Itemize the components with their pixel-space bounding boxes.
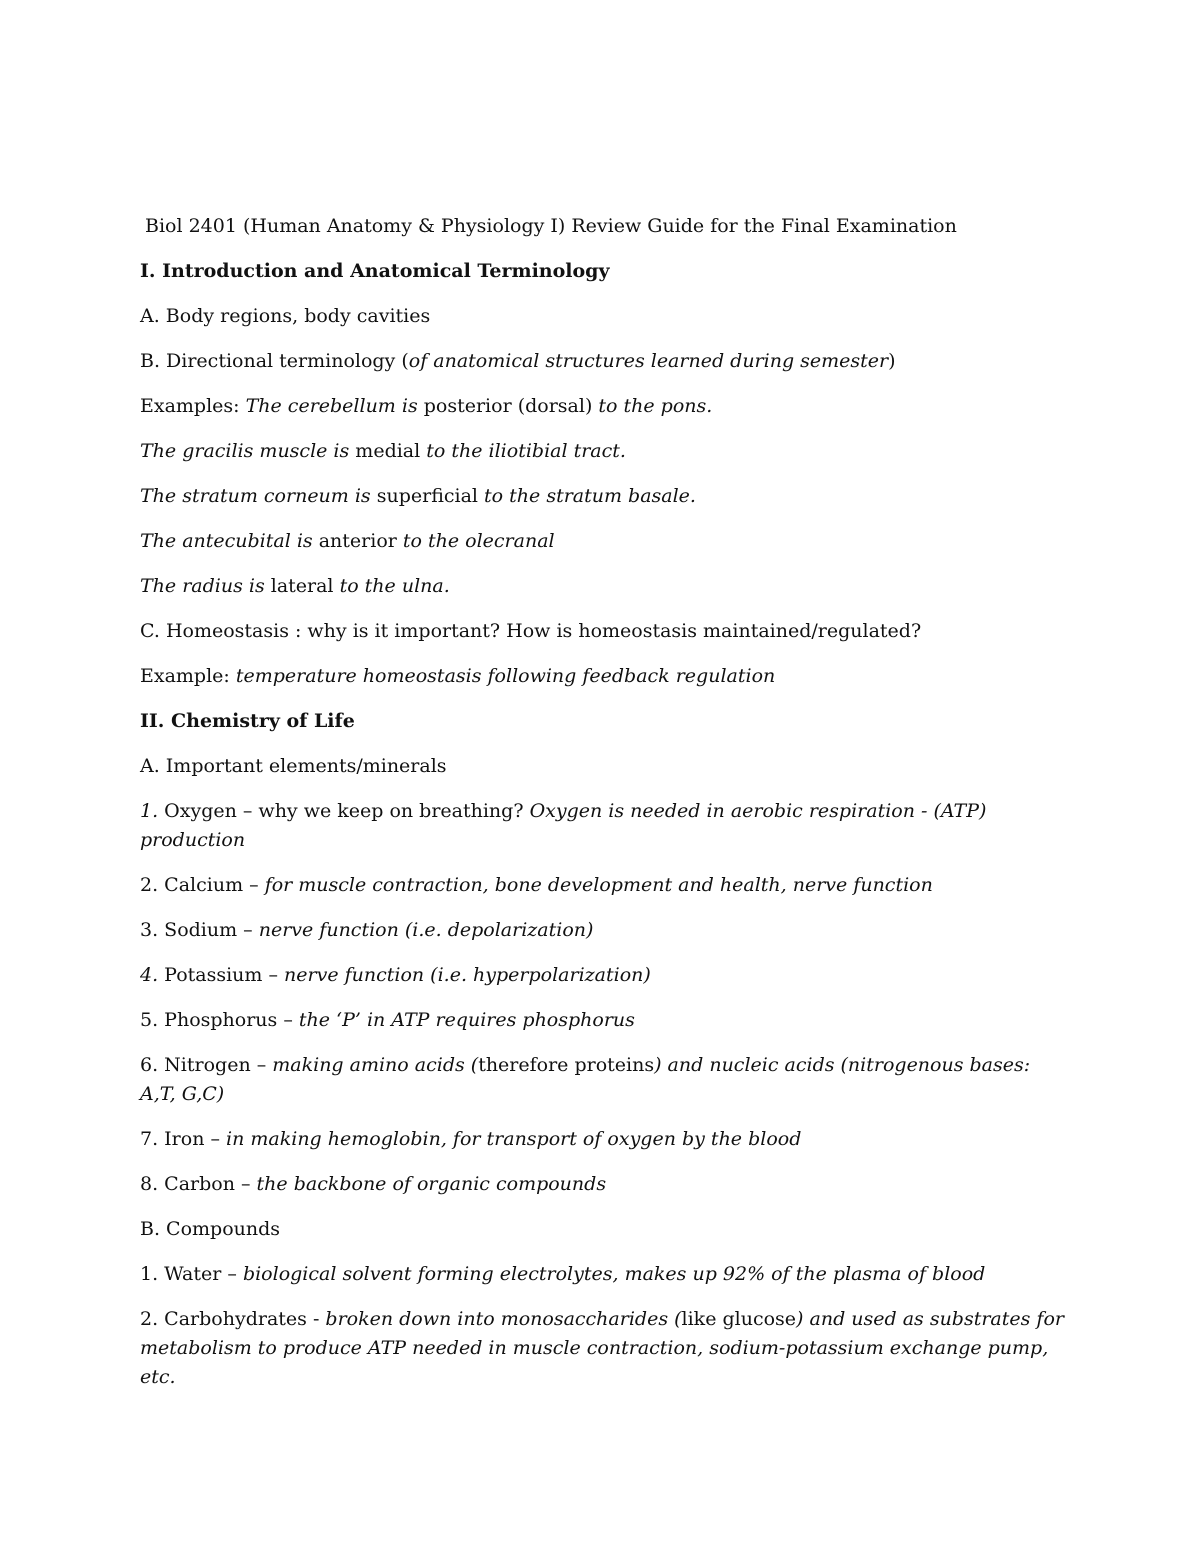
element-name: Oxygen – why we keep on breathing? — [158, 800, 530, 822]
element-item-potassium — [140, 961, 1070, 990]
element-desc-mid: therefore proteins — [478, 1054, 655, 1076]
item-directional-italic: of anatomical structures learned during semester — [408, 350, 889, 372]
compound-desc-tail: ) and used as substrates for metabolism to produce ATP needed in muscle contraction, sodium-potassium exchange pump, etc. — [140, 1308, 1064, 1388]
element-number: 1. — [140, 800, 159, 822]
element-name: Potassium – — [158, 964, 285, 986]
example-lead: Examples: — [140, 395, 246, 417]
element-number: 4. — [140, 964, 159, 986]
element-desc: making amino acids ( — [272, 1054, 479, 1076]
example-term: medial — [349, 440, 427, 462]
example-object: to the ulna. — [339, 575, 450, 597]
element-number: 2. — [140, 874, 159, 896]
compound-name: Carbohydrates - — [158, 1308, 326, 1330]
example-subject: The antecubital is — [140, 530, 313, 552]
example-line — [140, 527, 1070, 556]
example-subject: The stratum corneum is — [140, 485, 371, 507]
example-term: anterior — [312, 530, 403, 552]
element-name: Calcium – — [158, 874, 265, 896]
element-desc: nerve function (i.e. depolarization) — [258, 919, 594, 941]
element-number: 5. — [140, 1009, 159, 1031]
example-line — [140, 392, 1070, 421]
document-title: Biol 2401 (Human Anatomy & Physiology I) Review Guide for the Final Examination — [145, 215, 957, 237]
compound-desc: biological solvent forming electrolytes, makes up 92% of the plasma of blood — [242, 1263, 986, 1285]
example-subject: The cerebellum is — [245, 395, 418, 417]
element-item-phosphorus — [140, 1006, 1070, 1035]
item-body-regions: A. Body regions, body cavities — [140, 305, 431, 327]
example-lead: Example: — [140, 665, 236, 687]
example-object: to the olecranal — [402, 530, 555, 552]
element-desc-tail: ) and nucleic acids (nitrogenous bases: A,T, G,C) — [140, 1054, 1031, 1105]
compound-desc-mid: like glucose — [681, 1308, 797, 1330]
compound-name: Water – — [158, 1263, 243, 1285]
document-body — [140, 212, 1070, 1408]
example-homeostasis — [140, 662, 1070, 691]
example-object: to the stratum basale. — [484, 485, 696, 507]
compound-number: 1. — [140, 1263, 159, 1285]
element-item-sodium — [140, 916, 1070, 945]
example-subject: The gracilis muscle is — [140, 440, 350, 462]
element-item-oxygen — [140, 797, 1070, 855]
section-heading-introduction: I. Introduction and Anatomical Terminology — [140, 260, 610, 282]
element-number: 3. — [140, 919, 159, 941]
element-number: 8. — [140, 1173, 159, 1195]
element-desc: for muscle contraction, bone development and health, nerve function — [264, 874, 933, 896]
element-number: 7. — [140, 1128, 159, 1150]
example-italic: temperature homeostasis following feedback regulation — [235, 665, 776, 687]
element-item-iron — [140, 1125, 1070, 1154]
element-item-nitrogen — [140, 1051, 1070, 1109]
compound-item-water — [140, 1260, 1070, 1289]
example-object: to the iliotibial tract. — [426, 440, 626, 462]
example-term: posterior (dorsal) — [417, 395, 599, 417]
element-name: Phosphorus – — [158, 1009, 299, 1031]
element-desc: the backbone of organic compounds — [256, 1173, 607, 1195]
item-important-elements: A. Important elements/minerals — [140, 755, 447, 777]
example-line — [140, 572, 1070, 601]
example-object: to the pons. — [598, 395, 713, 417]
item-compounds: B. Compounds — [140, 1218, 281, 1240]
example-subject: The radius is — [140, 575, 265, 597]
element-desc: Oxygen is needed in aerobic respiration - (ATP) production — [140, 800, 987, 851]
example-term: lateral — [264, 575, 340, 597]
item-directional-prefix: B. Directional terminology ( — [140, 350, 409, 372]
element-item-calcium — [140, 871, 1070, 900]
section-heading-chemistry: II. Chemistry of Life — [140, 710, 355, 732]
element-name: Carbon – — [158, 1173, 257, 1195]
item-directional-suffix: ) — [888, 350, 896, 372]
element-desc: the ‘P’ in ATP requires phosphorus — [298, 1009, 635, 1031]
element-desc: in making hemoglobin, for transport of oxygen by the blood — [226, 1128, 802, 1150]
element-name: Nitrogen – — [158, 1054, 273, 1076]
compound-item-carbohydrates — [140, 1305, 1070, 1392]
item-directional-terminology — [140, 347, 1070, 376]
example-line — [140, 437, 1070, 466]
element-item-carbon — [140, 1170, 1070, 1199]
element-number: 6. — [140, 1054, 159, 1076]
compound-number: 2. — [140, 1308, 159, 1330]
example-line — [140, 482, 1070, 511]
compound-desc: broken down into monosaccharides ( — [325, 1308, 682, 1330]
example-term: superficial — [370, 485, 485, 507]
element-desc: nerve function (i.e. hyperpolarization) — [284, 964, 651, 986]
element-name: Sodium – — [158, 919, 259, 941]
item-homeostasis: C. Homeostasis : why is it important? How is homeostasis maintained/regulated? — [140, 620, 922, 642]
element-name: Iron – — [158, 1128, 227, 1150]
